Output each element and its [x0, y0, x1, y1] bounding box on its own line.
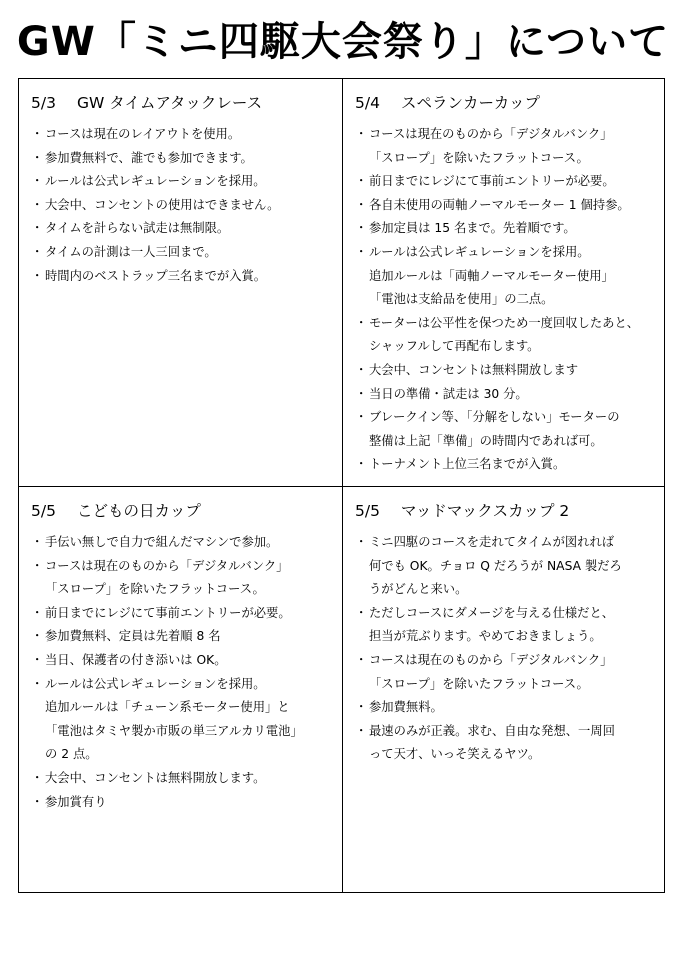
bullet-mark: ・ [355, 700, 368, 715]
rule-text: 参加定員は 15 名まで。先着順です。 [369, 221, 576, 236]
rule-item [355, 241, 661, 312]
rule-item [31, 241, 337, 265]
bullet-mark: ・ [355, 362, 368, 377]
rule-item [31, 194, 337, 218]
rule-text: 当日、保護者の付き添いは OK。 [45, 652, 227, 667]
rule-text: コースは現在のものから「デジタルバンク」 [369, 652, 613, 667]
rule-item [31, 123, 337, 147]
bullet-mark: ・ [31, 629, 44, 644]
event-panel-madmax-cup [355, 499, 661, 767]
rule-item [31, 265, 337, 289]
event-date: 5/3 [31, 94, 56, 112]
bullet-mark: ・ [355, 174, 368, 189]
rule-text: 参加費無料。 [369, 700, 443, 715]
rule-item [31, 625, 337, 649]
rule-text-continued: 何でも OK。チョロ Q だろうが NASA 製だろ [369, 558, 622, 573]
event-panel-childrens-day-cup [31, 499, 337, 814]
rule-item [355, 531, 661, 602]
bullet-mark: ・ [355, 605, 368, 620]
rule-text-continued: って天才、いっそ笑えるヤツ。 [369, 747, 541, 762]
rule-text-continued: 「電池はタミヤ製か市販の単三アルカリ電池」 [45, 723, 303, 738]
rule-text: 参加賞有り [45, 794, 107, 809]
rule-text-continued: シャッフルして再配布します。 [369, 339, 540, 354]
bullet-mark: ・ [355, 652, 368, 667]
bullet-mark: ・ [31, 605, 44, 620]
event-heading [355, 91, 661, 115]
rule-item [31, 602, 337, 626]
rule-text: ミニ四駆のコースを走れてタイムが図れれば [369, 535, 615, 549]
rule-text-continued: 担当が荒ぶります。やめておきましょう。 [369, 629, 602, 644]
rule-item [355, 696, 661, 720]
rule-item [355, 194, 661, 218]
bullet-mark: ・ [31, 535, 44, 549]
event-heading [355, 499, 661, 523]
rule-list [31, 531, 337, 814]
rule-list [355, 531, 661, 767]
event-panel-spelunker-cup [355, 91, 661, 477]
rule-item [31, 147, 337, 171]
bullet-mark: ・ [31, 652, 44, 667]
rule-text: ルールは公式レギュレーションを採用。 [45, 676, 266, 691]
event-date: 5/5 [355, 502, 380, 520]
rule-text: コースは現在のものから「デジタルバンク」 [45, 558, 289, 573]
rule-text-continued: 「スロープ」を除いたフラットコース。 [369, 150, 589, 165]
rule-item [355, 359, 661, 383]
rule-item [355, 123, 661, 170]
bullet-mark: ・ [31, 244, 44, 259]
rule-item [355, 720, 661, 767]
event-name: マッドマックスカップ 2 [401, 502, 570, 520]
rule-item [31, 791, 337, 815]
rule-item [31, 673, 337, 767]
bullet-mark: ・ [355, 221, 368, 236]
event-heading [31, 91, 337, 115]
rule-item [31, 767, 337, 791]
bullet-mark: ・ [31, 770, 44, 785]
rule-text-continued: 整備は上記「準備」の時間内であれば可。 [369, 433, 603, 448]
event-name: GW タイムアタックレース [77, 94, 263, 112]
bullet-mark: ・ [31, 221, 44, 236]
bullet-mark: ・ [355, 535, 368, 549]
bullet-mark: ・ [355, 315, 368, 330]
event-date: 5/4 [355, 94, 380, 112]
rule-text: 最速のみが正義。求む、自由な発想、一周回 [369, 723, 615, 738]
rule-item [355, 649, 661, 696]
rule-text: 各自未使用の両軸ノーマルモーター 1 個持参。 [369, 197, 630, 212]
rule-item [355, 312, 661, 359]
rule-item [355, 602, 661, 649]
rule-text: ルールは公式レギュレーションを採用。 [45, 174, 266, 189]
bullet-mark: ・ [31, 268, 44, 283]
event-name: スペランカーカップ [401, 94, 541, 112]
bullet-mark: ・ [355, 386, 368, 401]
bullet-mark: ・ [31, 794, 44, 809]
rule-text: タイムを計らない試走は無制限。 [45, 221, 230, 236]
rule-text: トーナメント上位三名までが入賞。 [369, 457, 566, 472]
rule-text-continued: うがどんと来い。 [369, 582, 468, 597]
grid-divider-horizontal [19, 486, 664, 487]
rule-item [355, 217, 661, 241]
rule-text: コースは現在のレイアウトを使用。 [45, 127, 241, 141]
rule-text: ルールは公式レギュレーションを採用。 [369, 244, 590, 259]
rule-item [31, 555, 337, 602]
bullet-mark: ・ [355, 244, 368, 259]
page-title: GW「ミニ四駆大会祭り」について [16, 19, 670, 65]
bullet-mark: ・ [355, 410, 368, 425]
rule-text: 大会中、コンセントは無料開放します [369, 362, 579, 377]
rule-item [31, 217, 337, 241]
event-heading [31, 499, 337, 523]
bullet-mark: ・ [355, 197, 368, 212]
bullet-mark: ・ [31, 558, 44, 573]
rule-text: 手伝い無しで自力で組んだマシンで参加。 [45, 535, 279, 549]
bullet-mark: ・ [31, 676, 44, 691]
rule-item [355, 170, 661, 194]
bullet-mark: ・ [355, 127, 368, 141]
rule-text: モーターは公平性を保つため一度回収したあと、 [369, 315, 640, 330]
rule-text-continued: 追加ルールは「両軸ノーマルモーター使用」 [369, 268, 614, 283]
rule-text: 時間内のベストラップ三名までが入賞。 [45, 268, 267, 283]
rule-text-continued: の 2 点。 [45, 747, 98, 762]
rule-item [31, 649, 337, 673]
rule-text: ブレークイン等、「分解をしない」モーターの [369, 410, 620, 425]
rule-list [355, 123, 661, 477]
rule-text: 大会中、コンセントは無料開放します。 [45, 770, 266, 785]
event-name: こどもの日カップ [77, 502, 201, 520]
rule-item [355, 383, 661, 407]
rule-item [355, 406, 661, 453]
rule-text-continued: 「スロープ」を除いたフラットコース。 [45, 582, 265, 597]
rule-text: 参加費無料で、誰でも参加できます。 [45, 150, 253, 165]
rule-text: 当日の準備・試走は 30 分。 [369, 386, 528, 401]
rule-text: タイムの計測は一人三回まで。 [45, 244, 217, 259]
bullet-mark: ・ [355, 723, 368, 738]
bullet-mark: ・ [31, 197, 44, 212]
rule-text: コースは現在のものから「デジタルバンク」 [369, 127, 613, 141]
rule-text-continued: 「電池は支給品を使用」の二点。 [369, 292, 554, 307]
event-panel-timeattack [31, 91, 337, 288]
rule-text-continued: 「スロープ」を除いたフラットコース。 [369, 676, 589, 691]
rule-text: 前日までにレジにて事前エントリーが必要。 [369, 174, 615, 189]
bullet-mark: ・ [31, 127, 44, 141]
rule-text: ただしコースにダメージを与える仕様だと、 [369, 605, 615, 620]
rule-text: 前日までにレジにて事前エントリーが必要。 [45, 605, 291, 620]
rule-item [31, 170, 337, 194]
rule-text-continued: 追加ルールは「チューン系モーター使用」と [45, 700, 290, 715]
event-date: 5/5 [31, 502, 56, 520]
rule-text: 大会中、コンセントの使用はできません。 [45, 197, 280, 212]
rule-text: 参加費無料、定員は先着順 8 名 [45, 629, 221, 644]
bullet-mark: ・ [355, 457, 368, 472]
bullet-mark: ・ [31, 150, 44, 165]
rule-item [31, 531, 337, 555]
bullet-mark: ・ [31, 174, 44, 189]
event-grid [18, 78, 665, 893]
rule-list [31, 123, 337, 288]
rule-item [355, 453, 661, 477]
